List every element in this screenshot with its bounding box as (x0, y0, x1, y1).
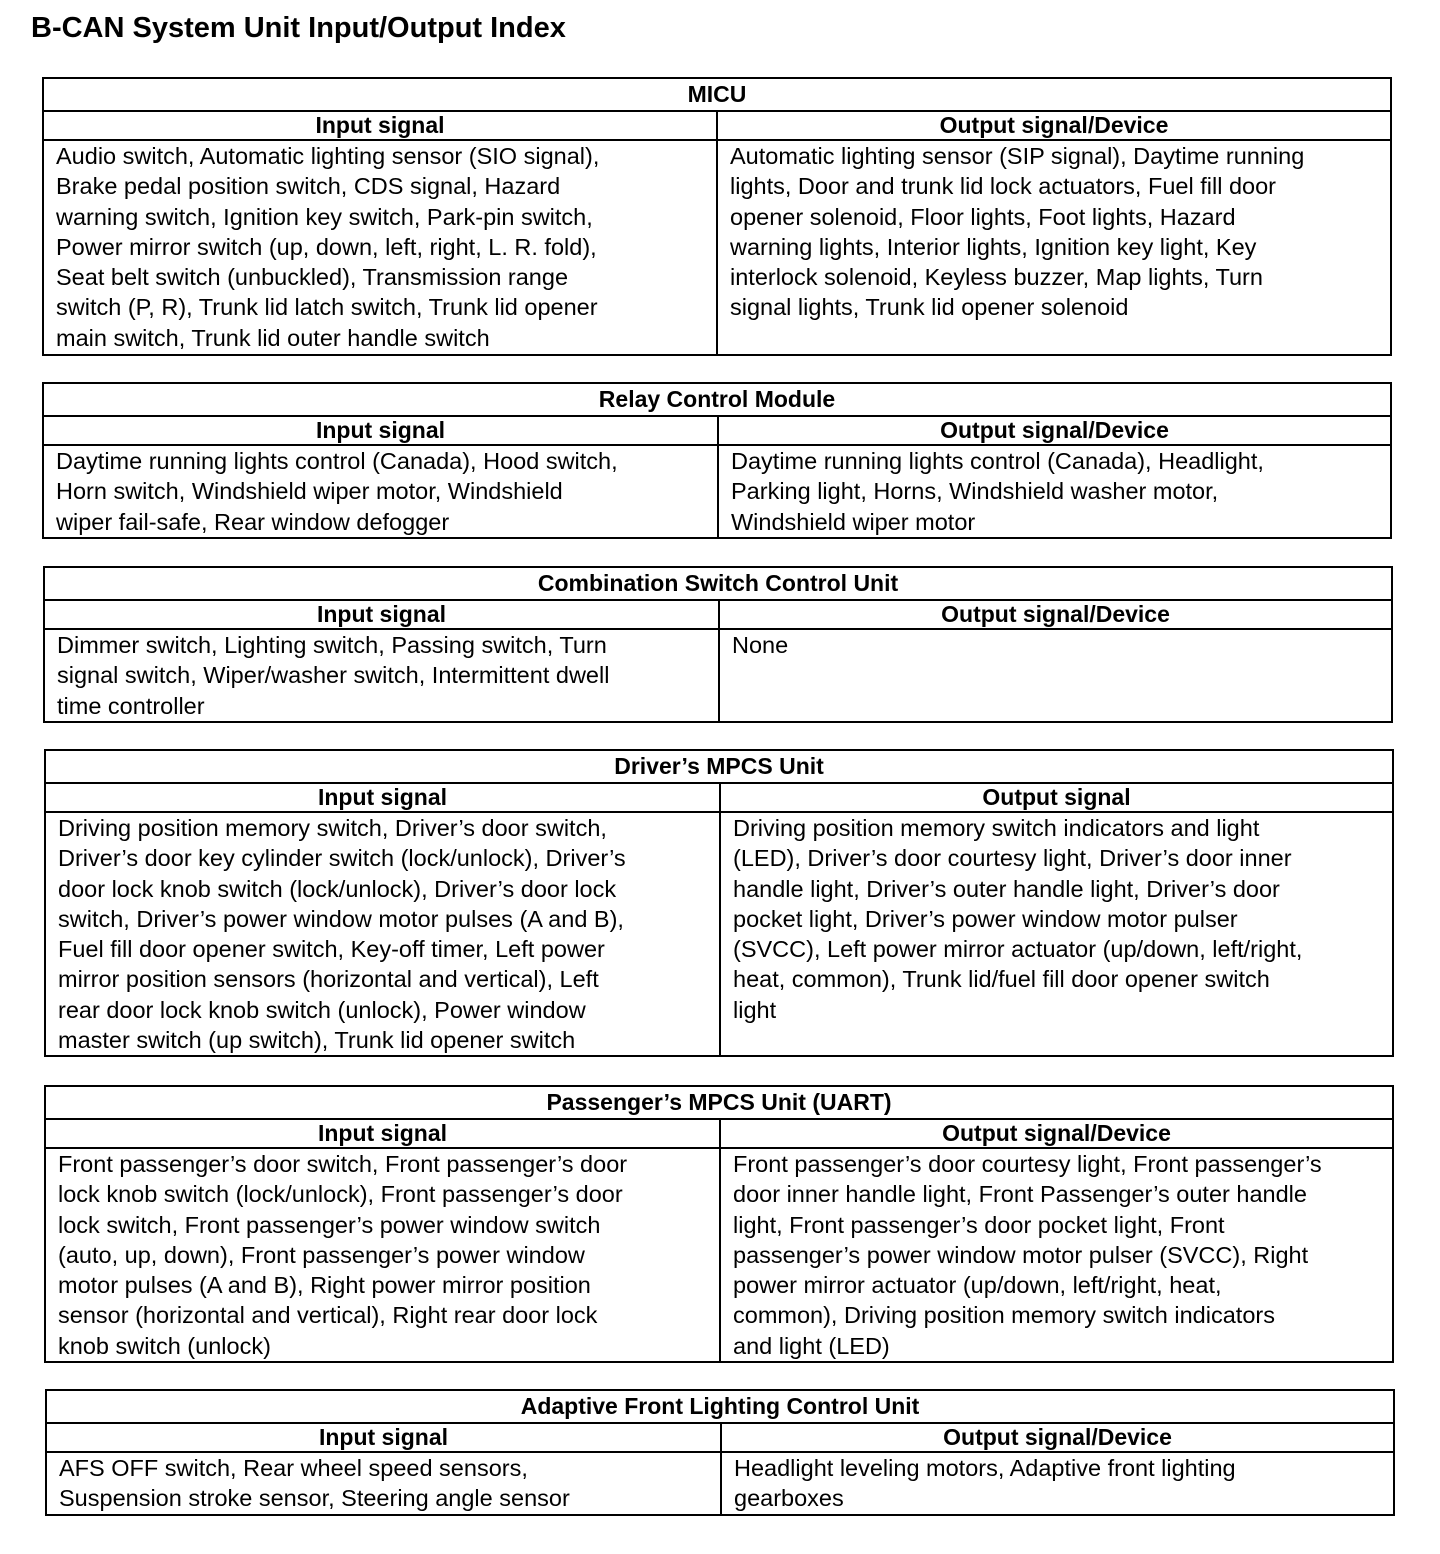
output-signal-cell: Automatic lighting sensor (SIP signal), Daytime running lights, Door and trunk lid lock actuators, Fuel fill door opener solenoid, Floor lights, Foot lights, Hazard warning lights, Interior lights, Ignition key light, Key interlock solenoid, Keyless buzzer, Map lights, Turn signal lights, Trunk lid opener solenoid (717, 140, 1391, 355)
page-title: B-CAN System Unit Input/Output Index (31, 12, 566, 44)
unit-name: Driver’s MPCS Unit (45, 750, 1393, 783)
output-signal-header: Output signal/Device (718, 416, 1391, 445)
unit-name: Adaptive Front Lighting Control Unit (46, 1390, 1394, 1423)
unit-table-adaptive-front-lighting-control-unit (45, 1389, 1395, 1516)
output-signal-cell: Daytime running lights control (Canada), Headlight, Parking light, Horns, Windshield washer motor, Windshield wiper motor (718, 445, 1391, 538)
unit-name: MICU (43, 78, 1391, 111)
input-signal-header: Input signal (46, 1423, 721, 1452)
output-signal-header: Output signal/Device (717, 111, 1391, 140)
output-signal-header: Output signal/Device (720, 1119, 1393, 1148)
unit-table-combination-switch-control-unit (43, 566, 1393, 723)
unit-table-passengers-mpcs-unit (44, 1085, 1394, 1363)
input-signal-header: Input signal (43, 416, 718, 445)
input-signal-cell: AFS OFF switch, Rear wheel speed sensors, Suspension stroke sensor, Steering angle sensor (46, 1452, 721, 1515)
output-signal-header: Output signal/Device (721, 1423, 1394, 1452)
unit-table-drivers-mpcs-unit (44, 749, 1394, 1057)
input-signal-cell: Driving position memory switch, Driver’s door switch, Driver’s door key cylinder switch (lock/unlock), Driver’s door lock knob switch (lock/unlock), Driver’s door lock switch, Driver’s power window motor pulses (A and B), Fuel fill door opener switch, Key-off timer, Left power mirror position sensors (horizontal and vertical), Left rear door lock knob switch (unlock), Power window master switch (up switch), Trunk lid opener switch (45, 812, 720, 1056)
unit-name: Relay Control Module (43, 383, 1391, 416)
unit-name: Passenger’s MPCS Unit (UART) (45, 1086, 1393, 1119)
output-signal-cell: Driving position memory switch indicators and light (LED), Driver’s door courtesy light, Driver’s door inner handle light, Driver’s outer handle light, Driver’s door pocket light, Driver’s power window motor pulser (SVCC), Left power mirror actuator (up/down, left/right, heat, common), Trunk lid/fuel fill door opener switch light (720, 812, 1393, 1056)
input-signal-header: Input signal (43, 111, 717, 140)
unit-table-relay-control-module (42, 382, 1392, 539)
input-signal-header: Input signal (45, 783, 720, 812)
input-signal-header: Input signal (45, 1119, 720, 1148)
output-signal-header: Output signal/Device (719, 600, 1392, 629)
output-signal-cell: Headlight leveling motors, Adaptive front lighting gearboxes (721, 1452, 1394, 1515)
unit-table-micu (42, 77, 1392, 356)
input-signal-cell: Audio switch, Automatic lighting sensor (SIO signal), Brake pedal position switch, CDS signal, Hazard warning switch, Ignition key switch, Park-pin switch, Power mirror switch (up, down, left, right, L. R. fold), Seat belt switch (unbuckled), Transmission range switch (P, R), Trunk lid latch switch, Trunk lid opener main switch, Trunk lid outer handle switch (43, 140, 717, 355)
input-signal-cell: Daytime running lights control (Canada), Hood switch, Horn switch, Windshield wiper motor, Windshield wiper fail-safe, Rear window defogger (43, 445, 718, 538)
input-signal-cell: Dimmer switch, Lighting switch, Passing switch, Turn signal switch, Wiper/washer switch, Intermittent dwell time controller (44, 629, 719, 722)
output-signal-header: Output signal (720, 783, 1393, 812)
output-signal-cell: Front passenger’s door courtesy light, Front passenger’s door inner handle light, Front Passenger’s outer handle light, Front passenger’s door pocket light, Front passenger’s power window motor pulser (SVCC), Right power mirror actuator (up/down, left/right, heat, common), Driving position memory switch indicators and light (LED) (720, 1148, 1393, 1362)
input-signal-header: Input signal (44, 600, 719, 629)
input-signal-cell: Front passenger’s door switch, Front passenger’s door lock knob switch (lock/unlock), Front passenger’s door lock switch, Front passenger’s power window switch (auto, up, down), Front passenger’s power window motor pulses (A and B), Right power mirror position sensor (horizontal and vertical), Right rear door lock knob switch (unlock) (45, 1148, 720, 1362)
output-signal-cell: None (719, 629, 1392, 722)
unit-name: Combination Switch Control Unit (44, 567, 1392, 600)
